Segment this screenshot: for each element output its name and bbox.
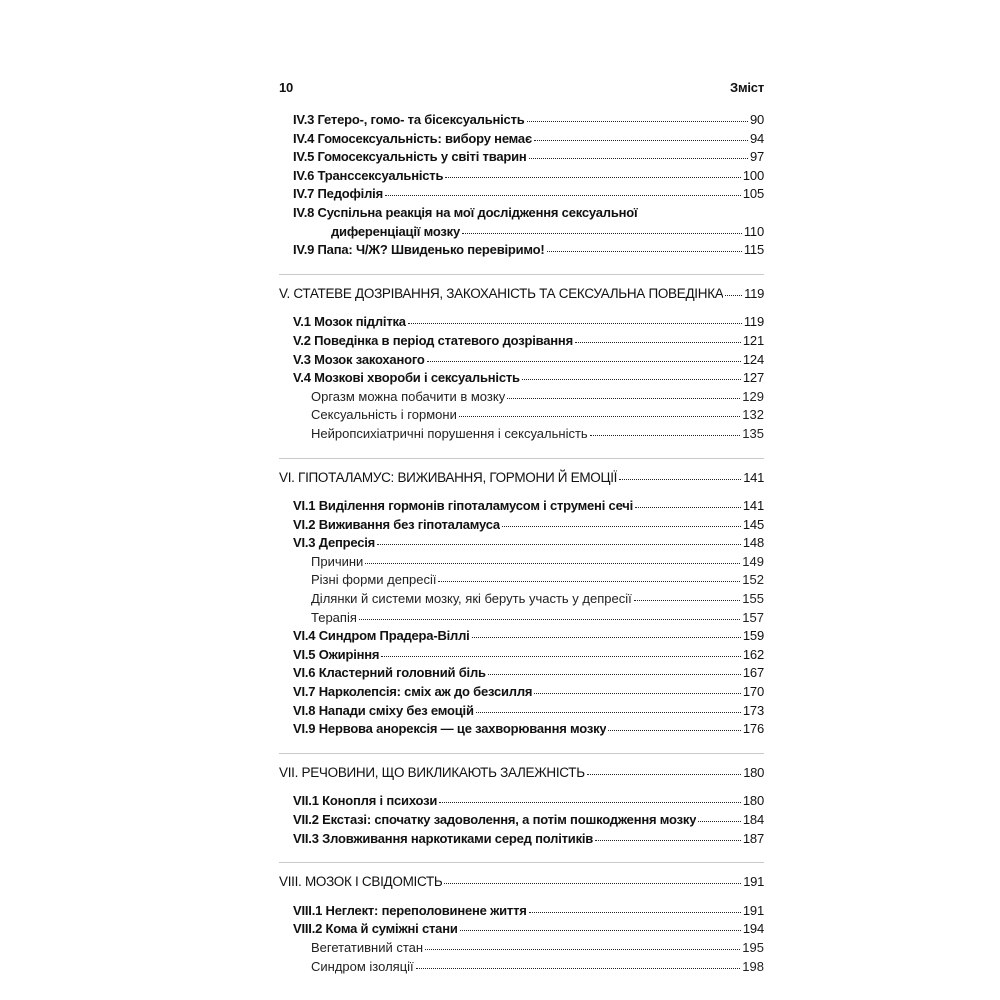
leader-dots xyxy=(595,840,741,841)
toc-entry[interactable]: VI.5 Ожиріння 162 xyxy=(293,646,764,662)
leader-dots xyxy=(608,730,740,731)
toc-section-part8 xyxy=(279,862,764,976)
toc-subentry[interactable]: Причини 149 xyxy=(311,553,764,569)
leader-dots xyxy=(534,140,748,141)
toc-entry[interactable]: VI.7 Нарколепсія: сміх аж до безсилля 170 xyxy=(293,684,764,700)
leader-dots xyxy=(365,563,740,564)
toc-subentry[interactable]: Сексуальність і гормони 132 xyxy=(311,407,764,423)
leader-dots xyxy=(587,774,741,775)
leader-dots xyxy=(507,398,740,399)
leader-dots xyxy=(438,581,740,582)
running-title: Зміст xyxy=(730,80,764,95)
leader-dots xyxy=(527,121,748,122)
leader-dots xyxy=(476,712,741,713)
leader-dots xyxy=(439,802,741,803)
toc-entry[interactable]: VI.8 Напади сміху без емоцій 173 xyxy=(293,702,764,718)
toc-subentry[interactable]: Синдром ізоляції 198 xyxy=(311,958,764,974)
toc-entry[interactable]: VIII.2 Кома й суміжні стани 194 xyxy=(293,921,764,937)
toc-subentry[interactable]: Терапія 157 xyxy=(311,609,764,625)
toc-entry[interactable]: IV.5 Гомосексуальність у світі тварин 97 xyxy=(293,149,764,165)
toc-entry[interactable]: VI.1 Виділення гормонів гіпоталамусом і струмені сечі 141 xyxy=(293,498,764,514)
leader-dots xyxy=(529,912,741,913)
leader-dots xyxy=(408,323,742,324)
table-of-contents xyxy=(279,111,764,990)
toc-entry[interactable]: IV.4 Гомосексуальність: вибору немає 94 xyxy=(293,130,764,146)
toc-entry[interactable]: V.2 Поведінка в період статевого дозрівання 121 xyxy=(293,332,764,348)
toc-entry[interactable]: VII.3 Зловживання наркотиками серед політиків 187 xyxy=(293,830,764,846)
leader-dots xyxy=(534,693,741,694)
leader-dots xyxy=(445,177,741,178)
leader-dots xyxy=(529,158,748,159)
toc-subentry[interactable]: Різні форми депресії 152 xyxy=(311,572,764,588)
leader-dots xyxy=(522,379,741,380)
toc-entry-wrapped[interactable]: IV.8 Суспільна реакція на мої дослідження сексуальної диференціації мозку 110 xyxy=(279,204,764,241)
leader-dots xyxy=(590,435,741,436)
leader-dots xyxy=(427,361,741,362)
toc-part-heading[interactable]: V. СТАТЕВЕ ДОЗРІВАННЯ, ЗАКОХАНІСТЬ ТА СЕКСУАЛЬНА ПОВЕДІНКА 119 xyxy=(279,285,764,301)
leader-dots xyxy=(459,416,740,417)
leader-dots xyxy=(460,930,741,931)
toc-entry[interactable]: V.1 Мозок підлітка 119 xyxy=(293,314,764,330)
toc-subentry[interactable]: Вегетативний стан 195 xyxy=(311,939,764,955)
leader-dots xyxy=(472,637,741,638)
toc-part-heading[interactable]: VII. РЕЧОВИНИ, ЩО ВИКЛИКАЮТЬ ЗАЛЕЖНІСТЬ 180 xyxy=(279,764,764,780)
leader-dots xyxy=(377,544,741,545)
toc-entry[interactable]: IV.9 Папа: Ч/Ж? Швиденько перевіримо! 115 xyxy=(293,242,764,258)
toc-entry[interactable]: VII.1 Конопля і психози 180 xyxy=(293,793,764,809)
toc-part-heading[interactable]: VIII. МОЗОК І СВІДОМІСТЬ 191 xyxy=(279,874,764,890)
toc-subentry[interactable]: Нейропсихіатричні порушення і сексуальність 135 xyxy=(311,425,764,441)
leader-dots xyxy=(619,479,741,480)
toc-entry[interactable]: VI.9 Нервова анорексія — це захворювання мозку 176 xyxy=(293,721,764,737)
toc-section-part6 xyxy=(279,458,764,739)
leader-dots xyxy=(425,949,740,950)
toc-section-part7 xyxy=(279,753,764,848)
toc-section-part5 xyxy=(279,274,764,444)
leader-dots xyxy=(462,233,742,234)
leader-dots xyxy=(547,251,742,252)
leader-dots xyxy=(635,507,741,508)
toc-entry-line2: диференціації мозку xyxy=(331,223,461,239)
toc-section-part4 xyxy=(279,111,764,260)
leader-dots xyxy=(502,526,741,527)
page-header xyxy=(279,80,764,95)
leader-dots xyxy=(359,619,740,620)
toc-entry-line1: IV.8 Суспільна реакція на мої дослідження сексуальної xyxy=(293,204,638,220)
toc-entry[interactable]: VI.4 Синдром Прадера-Віллі 159 xyxy=(293,628,764,644)
toc-entry[interactable]: IV.3 Гетеро-, гомо- та бісексуальність 90 xyxy=(293,112,764,127)
leader-dots xyxy=(416,968,741,969)
toc-entry[interactable]: VI.3 Депресія 148 xyxy=(293,535,764,551)
leader-dots xyxy=(381,656,741,657)
toc-entry[interactable]: VI.2 Виживання без гіпоталамуса 145 xyxy=(293,516,764,532)
leader-dots xyxy=(634,600,741,601)
leader-dots xyxy=(385,195,741,196)
leader-dots xyxy=(698,821,741,822)
leader-dots xyxy=(575,342,741,343)
toc-part-heading[interactable]: VI. ГІПОТАЛАМУС: ВИЖИВАННЯ, ГОРМОНИ Й ЕМОЦІЇ 141 xyxy=(279,469,764,485)
toc-entry[interactable]: IV.7 Педофілія 105 xyxy=(293,186,764,202)
toc-entry[interactable]: V.3 Мозок закоханого 124 xyxy=(293,351,764,367)
leader-dots xyxy=(488,674,741,675)
toc-entry[interactable]: IV.6 Транссексуальність 100 xyxy=(293,167,764,183)
toc-entry[interactable]: VI.6 Кластерний головний біль 167 xyxy=(293,665,764,681)
toc-entry[interactable]: VIII.1 Неглект: переполовинене життя 191 xyxy=(293,902,764,918)
toc-subentry[interactable]: Ділянки й системи мозку, які беруть участь у депресії 155 xyxy=(311,591,764,607)
toc-subentry[interactable]: Оргазм можна побачити в мозку 129 xyxy=(311,388,764,404)
toc-entry[interactable]: V.4 Мозкові хвороби і сексуальність 127 xyxy=(293,370,764,386)
leader-dots xyxy=(444,883,741,884)
toc-entry[interactable]: VII.2 Екстазі: спочатку задоволення, а потім пошкодження мозку 184 xyxy=(293,812,764,827)
leader-dots xyxy=(725,295,742,296)
page-number: 10 xyxy=(279,80,294,95)
